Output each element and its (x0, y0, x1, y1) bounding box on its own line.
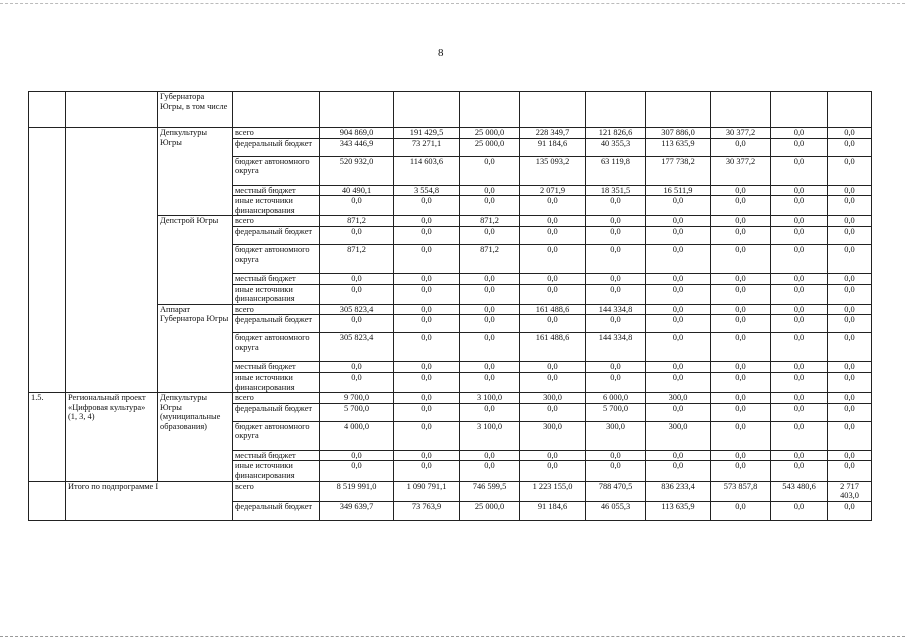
amount-cell: 114 603,6 (394, 156, 460, 185)
amount-cell: 0,0 (320, 372, 394, 392)
amount-cell: 0,0 (520, 315, 586, 333)
amount-cell: 0,0 (646, 333, 711, 362)
amount-cell: 0,0 (586, 315, 646, 333)
amount-cell: 0,0 (711, 244, 771, 273)
funding-source-cell: местный бюджет (233, 185, 320, 196)
amount-cell: 0,0 (520, 226, 586, 244)
amount-cell: 0,0 (828, 372, 872, 392)
amount-cell: 0,0 (460, 333, 520, 362)
amount-cell: 343 446,9 (320, 138, 394, 156)
amount-cell: 0,0 (520, 403, 586, 421)
amount-cell: 0,0 (646, 244, 711, 273)
amount-cell: 0,0 (394, 461, 460, 481)
amount-cell: 177 738,2 (646, 156, 711, 185)
amount-cell: 871,2 (460, 216, 520, 227)
funding-source-cell: иные источники финансирования (233, 196, 320, 216)
amount-cell: 0,0 (320, 226, 394, 244)
executor-cell: Губернатора Югры, в том числе (158, 92, 233, 128)
funding-source-cell: всего (233, 393, 320, 404)
amount-cell: 0,0 (828, 138, 872, 156)
table-row (29, 92, 872, 128)
amount-cell: 0,0 (828, 393, 872, 404)
amount-cell: 0,0 (711, 461, 771, 481)
item-number-cell (29, 481, 66, 520)
amount-cell: 0,0 (586, 372, 646, 392)
amount-cell: 0,0 (394, 362, 460, 373)
amount-cell (320, 92, 394, 128)
executor-cell: Депкультуры Югры (муниципальные образования) (158, 393, 233, 481)
amount-cell: 543 480,6 (771, 481, 828, 501)
funding-source-cell: всего (233, 304, 320, 315)
amount-cell: 307 886,0 (646, 128, 711, 139)
amount-cell: 0,0 (586, 273, 646, 284)
amount-cell: 0,0 (520, 461, 586, 481)
amount-cell: 0,0 (711, 138, 771, 156)
amount-cell: 0,0 (771, 333, 828, 362)
amount-cell: 0,0 (771, 362, 828, 373)
table-row (29, 481, 872, 501)
funding-source-cell: федеральный бюджет (233, 226, 320, 244)
amount-cell: 0,0 (460, 156, 520, 185)
item-number-cell (29, 92, 66, 128)
amount-cell: 228 349,7 (520, 128, 586, 139)
amount-cell (711, 92, 771, 128)
amount-cell: 0,0 (771, 403, 828, 421)
amount-cell: 520 932,0 (320, 156, 394, 185)
funding-source-cell: федеральный бюджет (233, 138, 320, 156)
amount-cell: 0,0 (520, 362, 586, 373)
amount-cell: 4 000,0 (320, 421, 394, 450)
amount-cell: 2 717 403,0 (828, 481, 872, 501)
funding-source-cell: всего (233, 128, 320, 139)
amount-cell: 0,0 (460, 284, 520, 304)
amount-cell: 0,0 (771, 128, 828, 139)
scan-top-edge (0, 3, 905, 4)
funding-source-cell: иные источники финансирования (233, 284, 320, 304)
funding-source-cell: местный бюджет (233, 450, 320, 461)
amount-cell: 135 093,2 (520, 156, 586, 185)
amount-cell: 63 119,8 (586, 156, 646, 185)
amount-cell: 0,0 (771, 304, 828, 315)
amount-cell: 0,0 (771, 196, 828, 216)
amount-cell: 0,0 (828, 304, 872, 315)
amount-cell: 191 429,5 (394, 128, 460, 139)
amount-cell: 3 554,8 (394, 185, 460, 196)
amount-cell: 0,0 (828, 461, 872, 481)
funding-source-cell: иные источники финансирования (233, 372, 320, 392)
amount-cell: 0,0 (394, 226, 460, 244)
page-number: 8 (438, 47, 444, 59)
table-row (29, 393, 872, 404)
amount-cell: 0,0 (828, 362, 872, 373)
item-number-cell (29, 128, 66, 393)
amount-cell: 0,0 (711, 284, 771, 304)
amount-cell: 0,0 (646, 273, 711, 284)
amount-cell: 8 519 991,0 (320, 481, 394, 501)
amount-cell: 0,0 (394, 372, 460, 392)
amount-cell: 0,0 (771, 450, 828, 461)
amount-cell: 0,0 (460, 273, 520, 284)
amount-cell: 0,0 (586, 461, 646, 481)
amount-cell (828, 92, 872, 128)
amount-cell: 0,0 (320, 196, 394, 216)
amount-cell: 73 271,1 (394, 138, 460, 156)
amount-cell: 0,0 (771, 461, 828, 481)
funding-source-cell: местный бюджет (233, 273, 320, 284)
scan-bottom-edge (0, 636, 905, 637)
amount-cell: 0,0 (460, 362, 520, 373)
amount-cell: 40 490,1 (320, 185, 394, 196)
amount-cell: 0,0 (828, 273, 872, 284)
amount-cell: 0,0 (828, 315, 872, 333)
amount-cell: 0,0 (828, 216, 872, 227)
amount-cell: 0,0 (771, 273, 828, 284)
funding-source-cell: федеральный бюджет (233, 315, 320, 333)
amount-cell: 0,0 (828, 156, 872, 185)
amount-cell: 871,2 (320, 216, 394, 227)
amount-cell: 0,0 (460, 185, 520, 196)
amount-cell: 0,0 (320, 461, 394, 481)
amount-cell: 0,0 (711, 216, 771, 227)
amount-cell: 0,0 (646, 403, 711, 421)
amount-cell (586, 92, 646, 128)
amount-cell: 0,0 (394, 273, 460, 284)
amount-cell: 904 869,0 (320, 128, 394, 139)
amount-cell: 0,0 (646, 450, 711, 461)
amount-cell: 0,0 (646, 461, 711, 481)
amount-cell: 0,0 (394, 450, 460, 461)
amount-cell: 0,0 (586, 362, 646, 373)
amount-cell: 0,0 (771, 501, 828, 520)
funding-source-cell (233, 92, 320, 128)
amount-cell: 0,0 (320, 362, 394, 373)
amount-cell: 746 599,5 (460, 481, 520, 501)
amount-cell: 0,0 (711, 185, 771, 196)
amount-cell: 0,0 (711, 393, 771, 404)
amount-cell: 0,0 (711, 501, 771, 520)
amount-cell (394, 92, 460, 128)
funding-source-cell: бюджет автономного округа (233, 421, 320, 450)
amount-cell: 573 857,8 (711, 481, 771, 501)
amount-cell: 0,0 (586, 244, 646, 273)
item-name-cell (66, 128, 158, 393)
amount-cell: 0,0 (460, 450, 520, 461)
amount-cell: 0,0 (520, 216, 586, 227)
amount-cell: 144 334,8 (586, 304, 646, 315)
funding-source-cell: всего (233, 216, 320, 227)
amount-cell: 40 355,3 (586, 138, 646, 156)
amount-cell: 0,0 (711, 362, 771, 373)
amount-cell: 0,0 (520, 273, 586, 284)
amount-cell: 0,0 (394, 216, 460, 227)
amount-cell: 0,0 (646, 372, 711, 392)
amount-cell: 3 100,0 (460, 421, 520, 450)
amount-cell: 0,0 (711, 273, 771, 284)
amount-cell: 0,0 (771, 216, 828, 227)
amount-cell: 3 100,0 (460, 393, 520, 404)
amount-cell: 18 351,5 (586, 185, 646, 196)
amount-cell: 91 184,6 (520, 501, 586, 520)
executor-cell: Аппарат Губернатора Югры (158, 304, 233, 392)
amount-cell: 0,0 (646, 362, 711, 373)
item-name-cell (66, 92, 158, 128)
funding-source-cell: бюджет автономного округа (233, 333, 320, 362)
amount-cell: 305 823,4 (320, 333, 394, 362)
amount-cell: 25 000,0 (460, 128, 520, 139)
amount-cell: 0,0 (320, 284, 394, 304)
amount-cell (460, 92, 520, 128)
amount-cell: 0,0 (828, 196, 872, 216)
amount-cell: 30 377,2 (711, 128, 771, 139)
amount-cell: 0,0 (520, 284, 586, 304)
amount-cell: 0,0 (771, 315, 828, 333)
amount-cell: 0,0 (828, 333, 872, 362)
amount-cell: 25 000,0 (460, 501, 520, 520)
funding-source-cell: бюджет автономного округа (233, 244, 320, 273)
amount-cell: 0,0 (460, 304, 520, 315)
funding-source-cell: федеральный бюджет (233, 403, 320, 421)
amount-cell: 0,0 (586, 226, 646, 244)
amount-cell: 161 488,6 (520, 333, 586, 362)
amount-cell: 0,0 (771, 226, 828, 244)
amount-cell: 0,0 (828, 128, 872, 139)
amount-cell: 0,0 (646, 284, 711, 304)
amount-cell: 0,0 (520, 372, 586, 392)
amount-cell: 0,0 (586, 284, 646, 304)
amount-cell: 0,0 (646, 315, 711, 333)
amount-cell: 0,0 (711, 304, 771, 315)
amount-cell: 0,0 (460, 196, 520, 216)
amount-cell: 0,0 (460, 226, 520, 244)
amount-cell: 5 700,0 (586, 403, 646, 421)
amount-cell: 300,0 (586, 421, 646, 450)
amount-cell: 0,0 (586, 216, 646, 227)
amount-cell: 305 823,4 (320, 304, 394, 315)
amount-cell: 25 000,0 (460, 138, 520, 156)
amount-cell: 1 223 155,0 (520, 481, 586, 501)
amount-cell: 0,0 (646, 226, 711, 244)
funding-source-cell: иные источники финансирования (233, 461, 320, 481)
amount-cell: 0,0 (828, 226, 872, 244)
amount-cell: 0,0 (586, 196, 646, 216)
amount-cell: 0,0 (771, 421, 828, 450)
item-number-cell: 1.5. (29, 393, 66, 481)
amount-cell: 121 826,6 (586, 128, 646, 139)
amount-cell: 300,0 (520, 393, 586, 404)
amount-cell: 0,0 (646, 196, 711, 216)
amount-cell: 0,0 (320, 315, 394, 333)
funding-source-cell: бюджет автономного округа (233, 156, 320, 185)
amount-cell: 788 470,5 (586, 481, 646, 501)
amount-cell: 0,0 (460, 403, 520, 421)
amount-cell: 0,0 (460, 461, 520, 481)
amount-cell (520, 92, 586, 128)
amount-cell: 161 488,6 (520, 304, 586, 315)
amount-cell: 0,0 (711, 372, 771, 392)
amount-cell: 0,0 (828, 501, 872, 520)
amount-cell: 0,0 (828, 421, 872, 450)
amount-cell: 0,0 (711, 315, 771, 333)
funding-source-cell: всего (233, 481, 320, 501)
amount-cell: 0,0 (646, 304, 711, 315)
amount-cell: 0,0 (771, 185, 828, 196)
amount-cell: 0,0 (520, 244, 586, 273)
item-name-cell: Региональный проект «Цифровая культура» (1, 3, 4) (66, 393, 158, 481)
amount-cell: 0,0 (520, 196, 586, 216)
amount-cell: 0,0 (771, 138, 828, 156)
amount-cell: 0,0 (394, 315, 460, 333)
amount-cell: 0,0 (711, 333, 771, 362)
amount-cell: 46 055,3 (586, 501, 646, 520)
amount-cell: 16 511,9 (646, 185, 711, 196)
amount-cell: 0,0 (771, 284, 828, 304)
amount-cell: 2 071,9 (520, 185, 586, 196)
amount-cell: 0,0 (394, 333, 460, 362)
amount-cell: 0,0 (394, 393, 460, 404)
amount-cell: 0,0 (828, 284, 872, 304)
amount-cell: 9 700,0 (320, 393, 394, 404)
amount-cell: 0,0 (394, 196, 460, 216)
amount-cell: 0,0 (394, 403, 460, 421)
executor-cell: Депкультуры Югры (158, 128, 233, 216)
amount-cell: 0,0 (394, 421, 460, 450)
amount-cell: 144 334,8 (586, 333, 646, 362)
amount-cell: 0,0 (828, 244, 872, 273)
amount-cell: 0,0 (460, 315, 520, 333)
amount-cell: 349 639,7 (320, 501, 394, 520)
amount-cell: 0,0 (586, 450, 646, 461)
amount-cell: 0,0 (771, 393, 828, 404)
amount-cell: 0,0 (711, 403, 771, 421)
amount-cell: 0,0 (828, 185, 872, 196)
amount-cell: 0,0 (711, 450, 771, 461)
amount-cell: 0,0 (771, 372, 828, 392)
amount-cell: 300,0 (646, 393, 711, 404)
amount-cell: 871,2 (460, 244, 520, 273)
amount-cell: 0,0 (711, 421, 771, 450)
amount-cell: 836 233,4 (646, 481, 711, 501)
amount-cell: 6 000,0 (586, 393, 646, 404)
amount-cell (771, 92, 828, 128)
amount-cell: 30 377,2 (711, 156, 771, 185)
executor-cell: Депстрой Югры (158, 216, 233, 304)
amount-cell: 0,0 (828, 450, 872, 461)
amount-cell: 300,0 (520, 421, 586, 450)
amount-cell: 0,0 (771, 244, 828, 273)
amount-cell: 113 635,9 (646, 138, 711, 156)
amount-cell: 871,2 (320, 244, 394, 273)
amount-cell: 0,0 (394, 304, 460, 315)
amount-cell: 5 700,0 (320, 403, 394, 421)
amount-cell: 0,0 (320, 273, 394, 284)
amount-cell: 0,0 (460, 372, 520, 392)
amount-cell (646, 92, 711, 128)
amount-cell: 300,0 (646, 421, 711, 450)
amount-cell: 0,0 (711, 226, 771, 244)
amount-cell: 0,0 (394, 244, 460, 273)
funding-source-cell: местный бюджет (233, 362, 320, 373)
amount-cell: 113 635,9 (646, 501, 711, 520)
amount-cell: 0,0 (520, 450, 586, 461)
amount-cell: 0,0 (711, 196, 771, 216)
amount-cell: 1 090 791,1 (394, 481, 460, 501)
amount-cell: 73 763,9 (394, 501, 460, 520)
item-name-cell: Итого по подпрограмме I (66, 481, 233, 520)
table-row (29, 128, 872, 139)
amount-cell: 91 184,6 (520, 138, 586, 156)
amount-cell: 0,0 (771, 156, 828, 185)
amount-cell: 0,0 (320, 450, 394, 461)
amount-cell: 0,0 (828, 403, 872, 421)
amount-cell: 0,0 (394, 284, 460, 304)
amount-cell: 0,0 (646, 216, 711, 227)
budget-table (28, 91, 872, 521)
funding-source-cell: федеральный бюджет (233, 501, 320, 520)
